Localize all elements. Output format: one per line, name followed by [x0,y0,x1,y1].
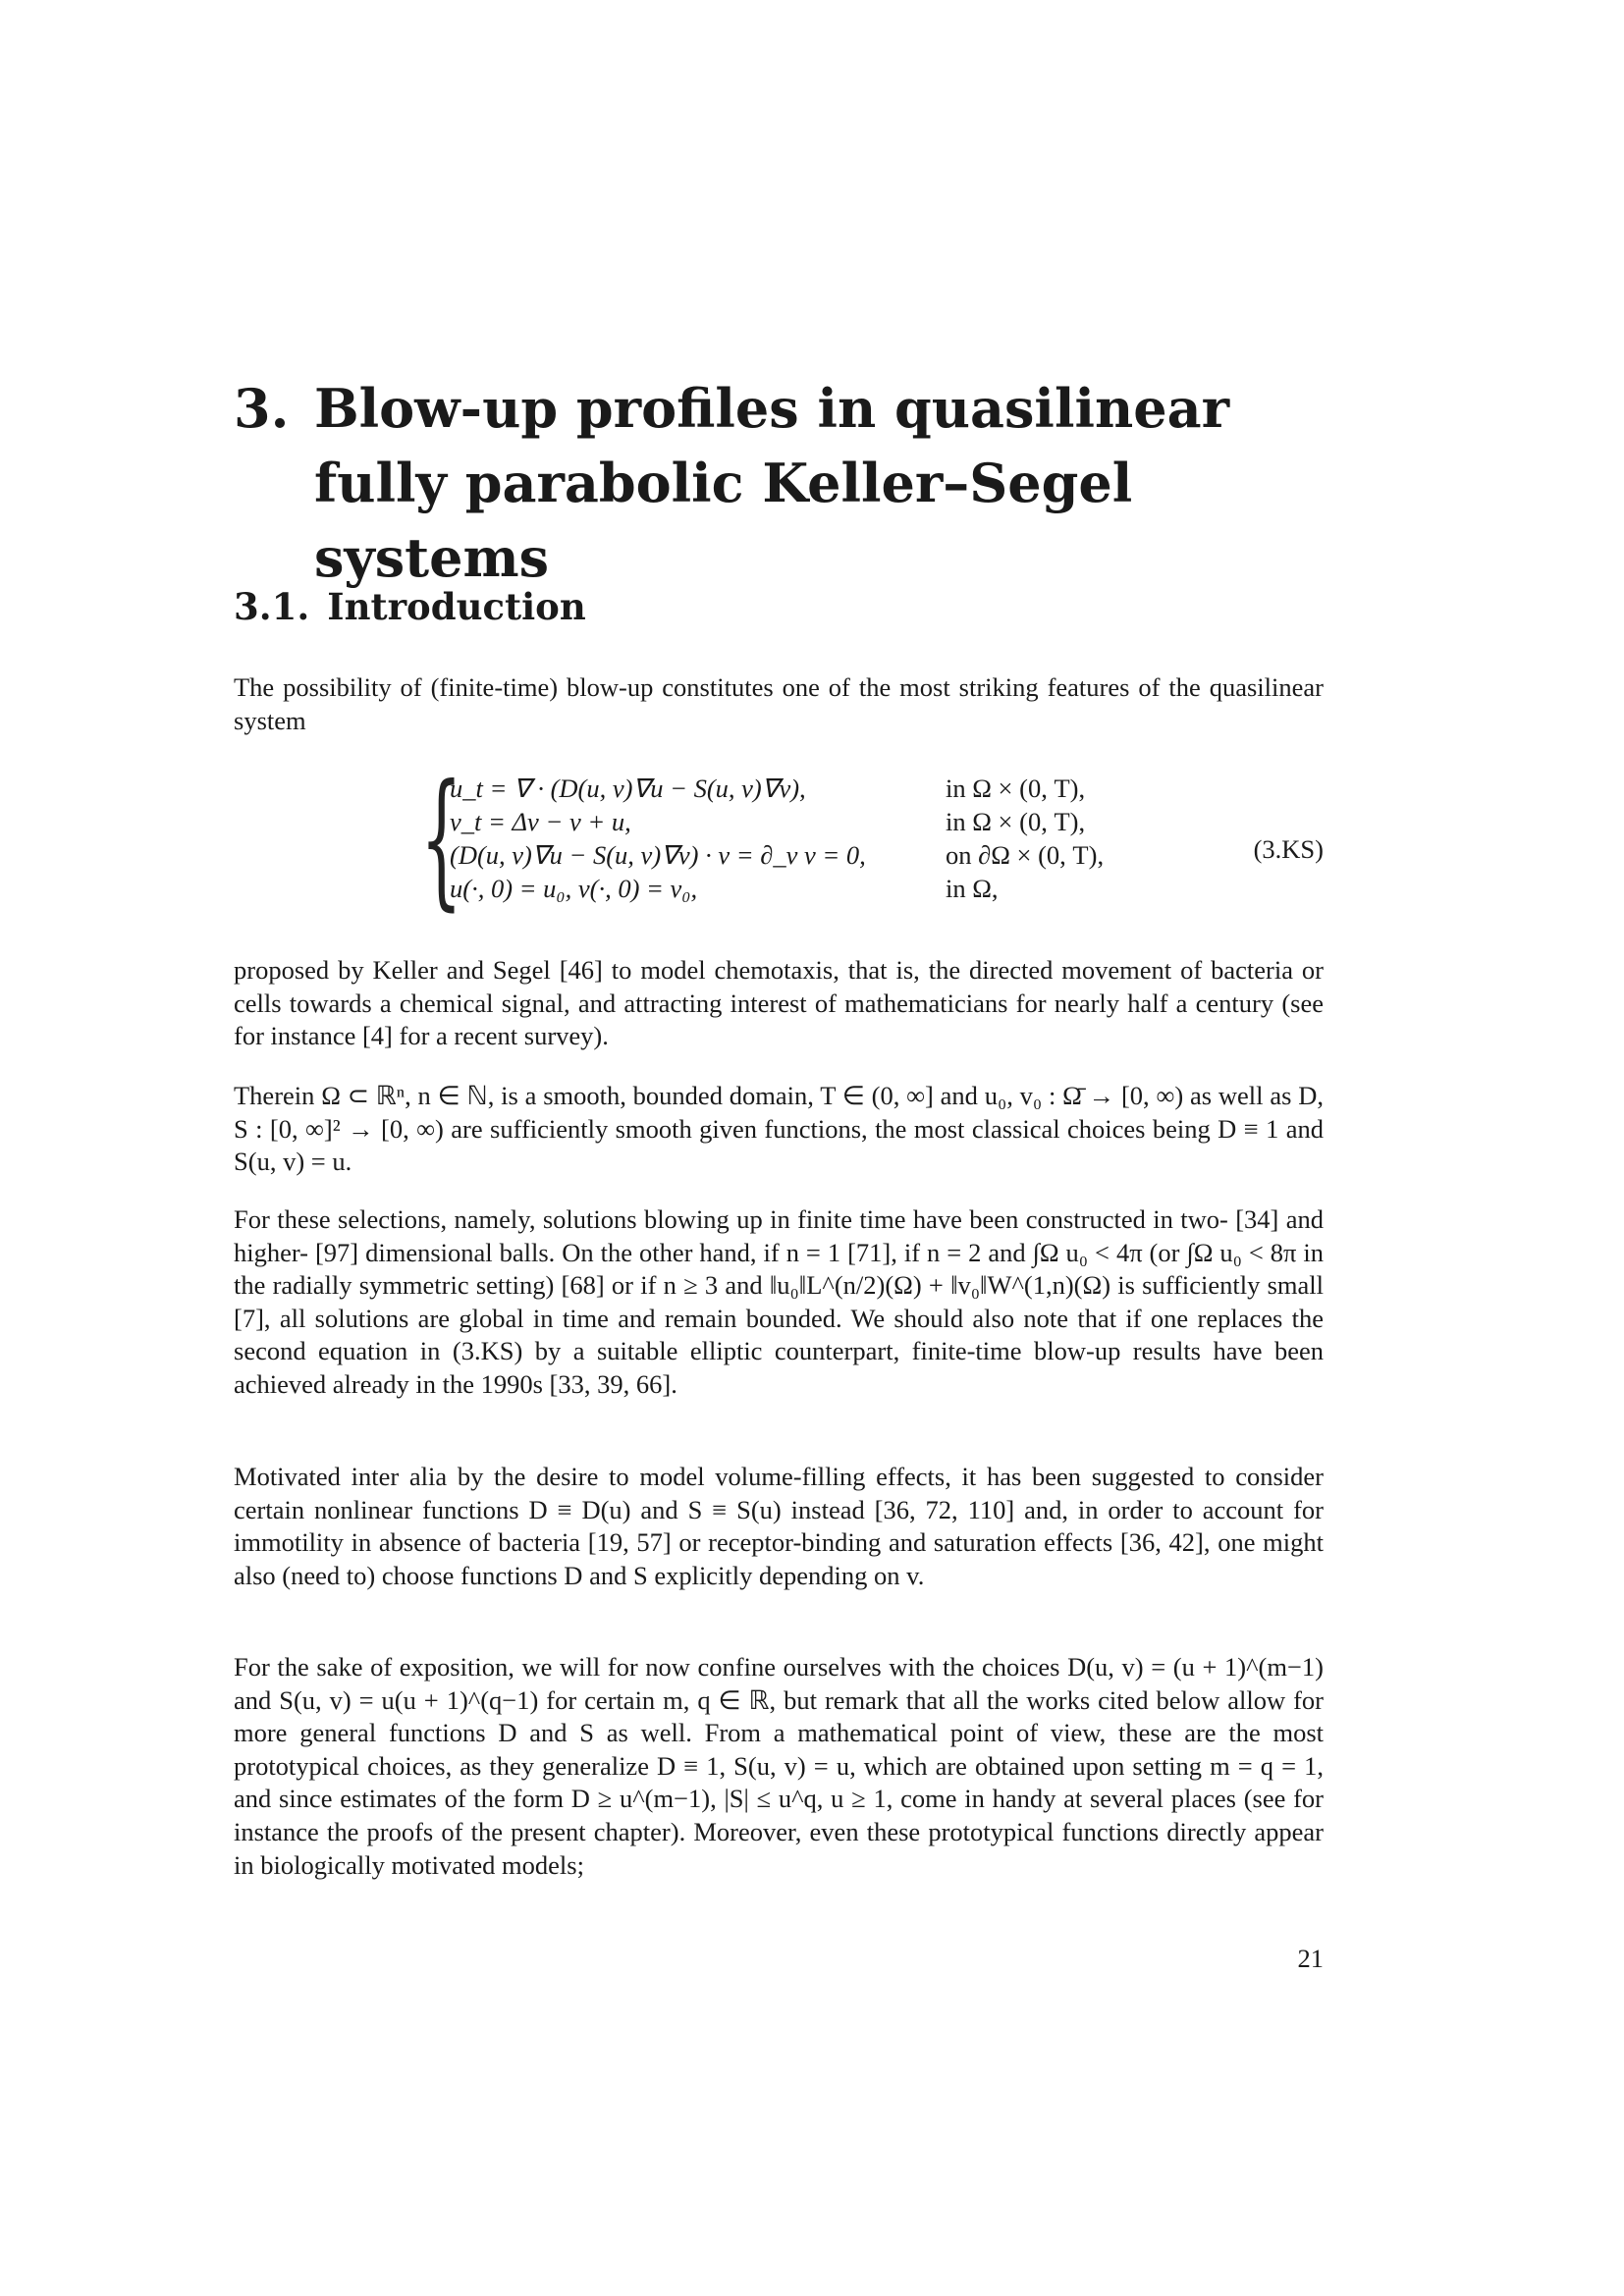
paragraph-2: proposed by Keller and Segel [46] to model chemotaxis, that is, the directed movement of bacteria or cells towards a chemical signal, and attracting interest of mathematicians for nearly half a century (see for instance [4] for a recent survey). [234,955,1324,1051]
page-number: 21 [1297,1944,1324,1973]
section-number: 3.1. [234,585,310,628]
section-title-text: Introduction [327,585,586,628]
equation-lhs: u(·, 0) = u₀, v(·, 0) = v₀, [450,874,698,903]
paragraph-5: Motivated inter alia by the desire to model volume-filling effects, it has been suggested to consider certain nonlinear functions D ≡ D(u) and S ≡ S(u) instead [36, 72, 110] and, in order to account for immotility in absence of bacteria [19, 57] or receptor-binding and saturation effects [36, 42], one might also (need to) choose functions D and S explicitly depending on v. [234,1462,1324,1590]
paragraph-1: The possibility of (finite-time) blow-up constitutes one of the most striking features of the quasilinear system [234,672,1324,735]
paragraph-3: Therein Ω ⊂ ℝⁿ, n ∈ ℕ, is a smooth, bounded domain, T ∈ (0, ∞] and u₀, v₀ : Ω̄ → [0, ∞) as well as D, S : [0, ∞]² → [0, ∞) are sufficiently smooth given functions, the most classical choices being D ≡ 1 and S(u, v) = u. [234,1081,1324,1177]
equation-domain: on ∂Ω × (0, T), [946,840,1105,870]
chapter-title [234,371,1324,595]
equation-domain: in Ω, [946,874,999,903]
paragraph-6: For the sake of exposition, we will for now confine ourselves with the choices D(u, v) = (u + 1)^(m−1) and S(u, v) = u(u + 1)^(q−1) for certain m, q ∈ ℝ, but remark that all the works cited below allow for more general functions D and S as well. From a mathematical point of view, these are the most prototypical choices, as they generalize D ≡ 1, S(u, v) = u, which are obtained upon setting m = q = 1, and since estimates of the form D ≥ u^(m−1), |S| ≤ u^q, u ≥ 1, come in handy at several places (see for instance the proofs of the present chapter). Moreover, even these prototypical functions directly appear in biologically motivated models; [234,1652,1324,1880]
equation-lhs: v_t = Δv − v + u, [450,807,631,836]
paragraph-4: For these selections, namely, solutions blowing up in finite time have been constructed in two- [34] and higher- [97] dimensional balls. On the other hand, if n = 1 [71], if n = 2 and ∫Ω u₀ < 4π (or ∫Ω u₀ < 8π in the radially symmetric setting) [68] or if n ≥ 3 and ‖u₀‖L^(n/2)(Ω) + ‖v₀‖W^(1,n)(Ω) is sufficiently small [7], all solutions are global in time and remain bounded. We should also note that if one replaces the second equation in (3.KS) by a suitable elliptic counterpart, finite-time blow-up results have been achieved already in the 1990s [33, 39, 66]. [234,1204,1324,1399]
equation-lhs: (D(u, v)∇u − S(u, v)∇v) · ν = ∂_ν v = 0, [450,840,866,870]
equation-brace: { [420,754,462,925]
equation-system [234,754,1324,929]
equation-domain: in Ω × (0, T), [946,807,1086,836]
section-title [234,584,586,629]
equation-label: (3.KS) [1253,834,1324,864]
chapter-title-text: Blow-up profiles in quasilinear fully parabolic Keller–Segel systems [314,377,1230,589]
equation-domain: in Ω × (0, T), [946,774,1086,803]
chapter-number: 3. [234,377,290,440]
equation-lhs: u_t = ∇ · (D(u, v)∇u − S(u, v)∇v), [450,774,806,803]
